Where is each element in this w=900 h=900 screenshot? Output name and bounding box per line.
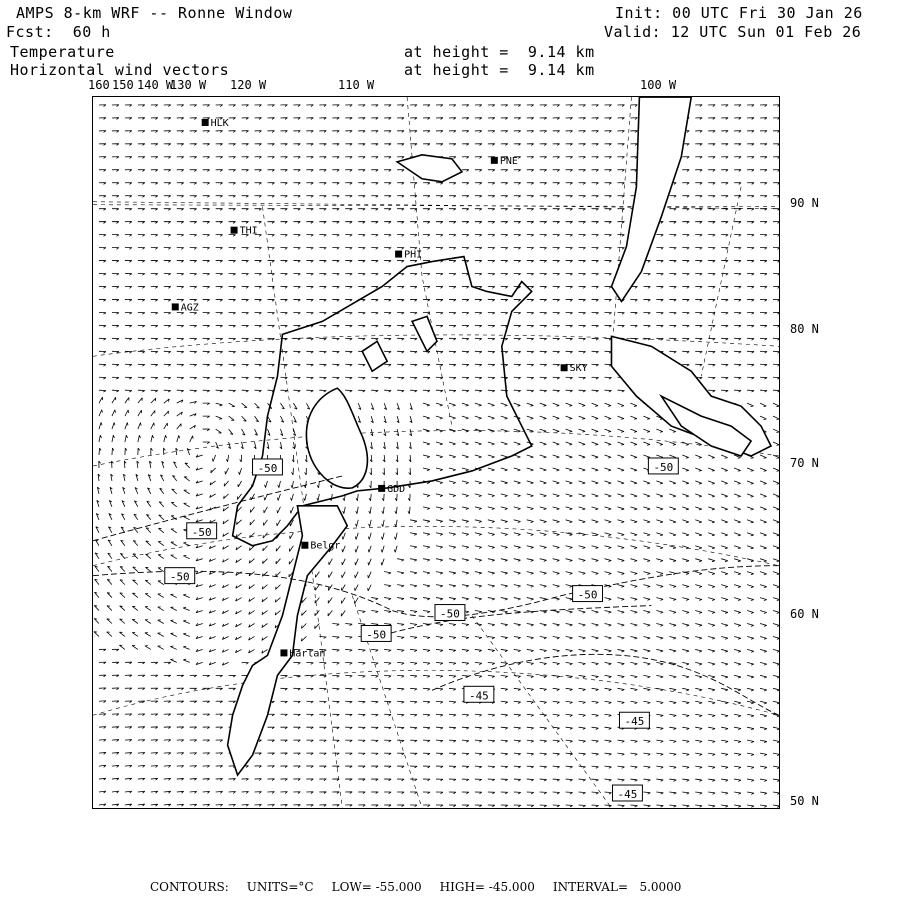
lat-label-80n: 80 N: [790, 322, 819, 336]
field-wind: Horizontal wind vectors: [10, 61, 230, 79]
stations: [169, 117, 588, 660]
lon-label-110w: 110 W: [338, 78, 375, 92]
contour-label: -50: [366, 628, 387, 642]
lon-label-100w: 100 W: [640, 78, 677, 92]
field-wind-height: at height = 9.14 km: [404, 61, 595, 79]
contour-label: -50: [577, 588, 598, 602]
lat-label-50n: 50 N: [790, 794, 819, 808]
lat-label-70n: 70 N: [790, 456, 819, 470]
lat-label-60n: 60 N: [790, 607, 819, 621]
station-label: GDD: [387, 483, 406, 495]
station-marker: [202, 119, 209, 126]
contour-legend: [150, 880, 699, 894]
init-time: Init: 00 UTC Fri 30 Jan 26: [615, 4, 863, 22]
contour-label: -50: [257, 461, 278, 475]
model-title: AMPS 8-km WRF -- Ronne Window: [16, 4, 293, 22]
footer-low: LOW= -55.000: [331, 880, 422, 894]
station-label: AGZ: [180, 302, 199, 314]
contour-label: -50: [440, 607, 460, 621]
footer-interval: INTERVAL= 5.0000: [552, 880, 682, 894]
lon-label-160: 160: [88, 78, 110, 92]
station-marker: [395, 251, 402, 258]
station-marker: [491, 157, 498, 164]
contour-label: -45: [624, 715, 645, 729]
lon-label-140w: 140 W: [137, 78, 174, 92]
station-marker: [301, 542, 308, 549]
contour-label: -45: [617, 787, 638, 801]
station-label: SKY: [569, 363, 588, 375]
contour-label: -50: [653, 460, 674, 474]
field-temperature: Temperature: [10, 43, 115, 61]
lon-label-150: 150: [112, 78, 134, 92]
station-label: PHI: [404, 249, 423, 261]
footer-units: UNITS=°C: [246, 880, 314, 894]
field-temperature-height: at height = 9.14 km: [404, 43, 595, 61]
contour-label: -50: [169, 570, 190, 584]
valid-time: Valid: 12 UTC Sun 01 Feb 26: [604, 23, 862, 41]
station-marker: [378, 485, 385, 492]
station-marker: [172, 303, 179, 310]
forecast-hour: Fcst: 60 h: [6, 23, 111, 41]
wind-vector-arrows: [94, 105, 780, 808]
station-label: HLK: [210, 117, 229, 129]
station-label: PNE: [499, 155, 518, 167]
temperature-contours: [93, 476, 779, 715]
footer-high: HIGH= -45.000: [439, 880, 535, 894]
wind-vectors: [94, 105, 780, 808]
station-label: Harlan: [289, 648, 326, 660]
lon-label-120w: 120 W: [230, 78, 267, 92]
lon-label-130w: 130 W: [170, 78, 207, 92]
map-panel: [92, 96, 780, 809]
contour-label: -50: [191, 525, 212, 539]
station-marker: [561, 364, 568, 371]
station-marker: [231, 227, 238, 234]
coastlines: [228, 97, 771, 775]
station-label: Belgr: [310, 540, 341, 552]
station-label: THI: [239, 225, 258, 237]
station-marker: [280, 649, 287, 656]
lat-label-90n: 90 N: [790, 196, 819, 210]
footer-contours: CONTOURS:: [150, 880, 229, 894]
contour-label: -45: [468, 689, 489, 703]
